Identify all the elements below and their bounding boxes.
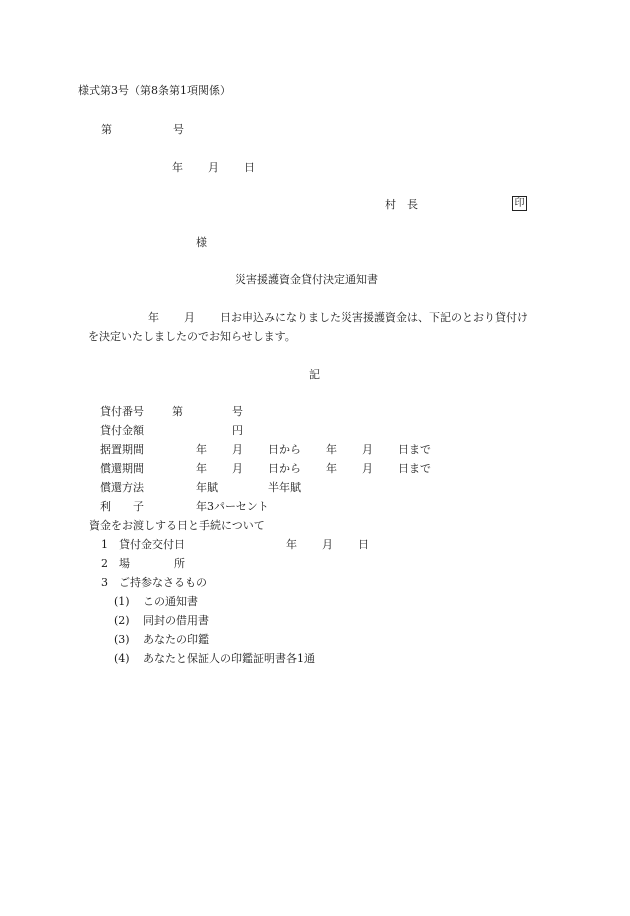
loan-number-prefix: 第 — [172, 405, 183, 418]
sub-item-4-num: (4) — [114, 652, 130, 665]
grace-from: 日から — [268, 443, 301, 456]
doc-number-prefix: 第 — [101, 123, 112, 136]
body-line-2: を決定いたしましたのでお知らせします。 — [88, 330, 296, 343]
sub-item-4-text: あなたと保証人の印鑑証明書各1通 — [143, 652, 315, 665]
delivery-year: 年 — [286, 538, 297, 551]
date-year: 年 — [172, 161, 183, 174]
repay-from: 日から — [268, 462, 301, 475]
sub-item-1-text: この通知書 — [143, 595, 198, 608]
sub-item-2-num: (2) — [114, 614, 130, 627]
procedure-item-3-num: 3 — [101, 576, 108, 589]
loan-amount-label: 貸付金額 — [100, 424, 144, 437]
sub-item-3-num: (3) — [114, 633, 130, 646]
repay-method-label: 償還方法 — [100, 481, 144, 494]
grace-year-2: 年 — [326, 443, 337, 456]
date-day: 日 — [244, 161, 255, 174]
loan-amount-unit: 円 — [232, 424, 243, 437]
doc-number-suffix: 号 — [173, 123, 184, 136]
procedure-item-2-num: 2 — [101, 557, 108, 570]
document-title: 災害援護資金貸付決定通知書 — [235, 273, 378, 286]
recipient-honorific: 様 — [196, 236, 207, 249]
interest-value: 年3パーセント — [196, 500, 269, 513]
repay-to: 日まで — [398, 462, 431, 475]
body-month: 月 — [184, 311, 195, 324]
grace-to: 日まで — [398, 443, 431, 456]
ki-heading: 記 — [309, 368, 320, 381]
grace-month-1: 月 — [232, 443, 243, 456]
repay-method-annual: 年賦 — [196, 481, 218, 494]
grace-period-label: 据置期間 — [100, 443, 144, 456]
delivery-day: 日 — [358, 538, 369, 551]
form-reference: 様式第3号（第8条第1項関係） — [78, 84, 231, 97]
grace-year-1: 年 — [196, 443, 207, 456]
repay-year-2: 年 — [326, 462, 337, 475]
procedure-item-2-label: 場 所 — [119, 557, 185, 570]
body-line-1: 日お申込みになりました災害援護資金は、下記のとおり貸付け — [220, 311, 528, 324]
repay-month-2: 月 — [362, 462, 373, 475]
procedure-item-1-num: 1 — [101, 538, 108, 551]
seal-mark: 印 — [512, 196, 527, 211]
repay-month-1: 月 — [232, 462, 243, 475]
sub-item-3-text: あなたの印鑑 — [143, 633, 209, 646]
loan-number-suffix: 号 — [232, 405, 243, 418]
grace-month-2: 月 — [362, 443, 373, 456]
date-month: 月 — [208, 161, 219, 174]
sub-item-2-text: 同封の借用書 — [143, 614, 209, 627]
body-year: 年 — [148, 311, 159, 324]
loan-number-label: 貸付番号 — [100, 405, 144, 418]
repay-period-label: 償還期間 — [100, 462, 144, 475]
repay-year-1: 年 — [196, 462, 207, 475]
procedure-heading: 資金をお渡しする日と手続について — [89, 519, 265, 532]
sub-item-1-num: (1) — [114, 595, 130, 608]
issuer-title: 村 長 — [385, 198, 418, 211]
procedure-item-3-label: ご持参なさるもの — [119, 576, 207, 589]
repay-method-semiannual: 半年賦 — [268, 481, 301, 494]
interest-label: 利 子 — [100, 500, 144, 513]
delivery-month: 月 — [322, 538, 333, 551]
procedure-item-1-label: 貸付金交付日 — [119, 538, 185, 551]
